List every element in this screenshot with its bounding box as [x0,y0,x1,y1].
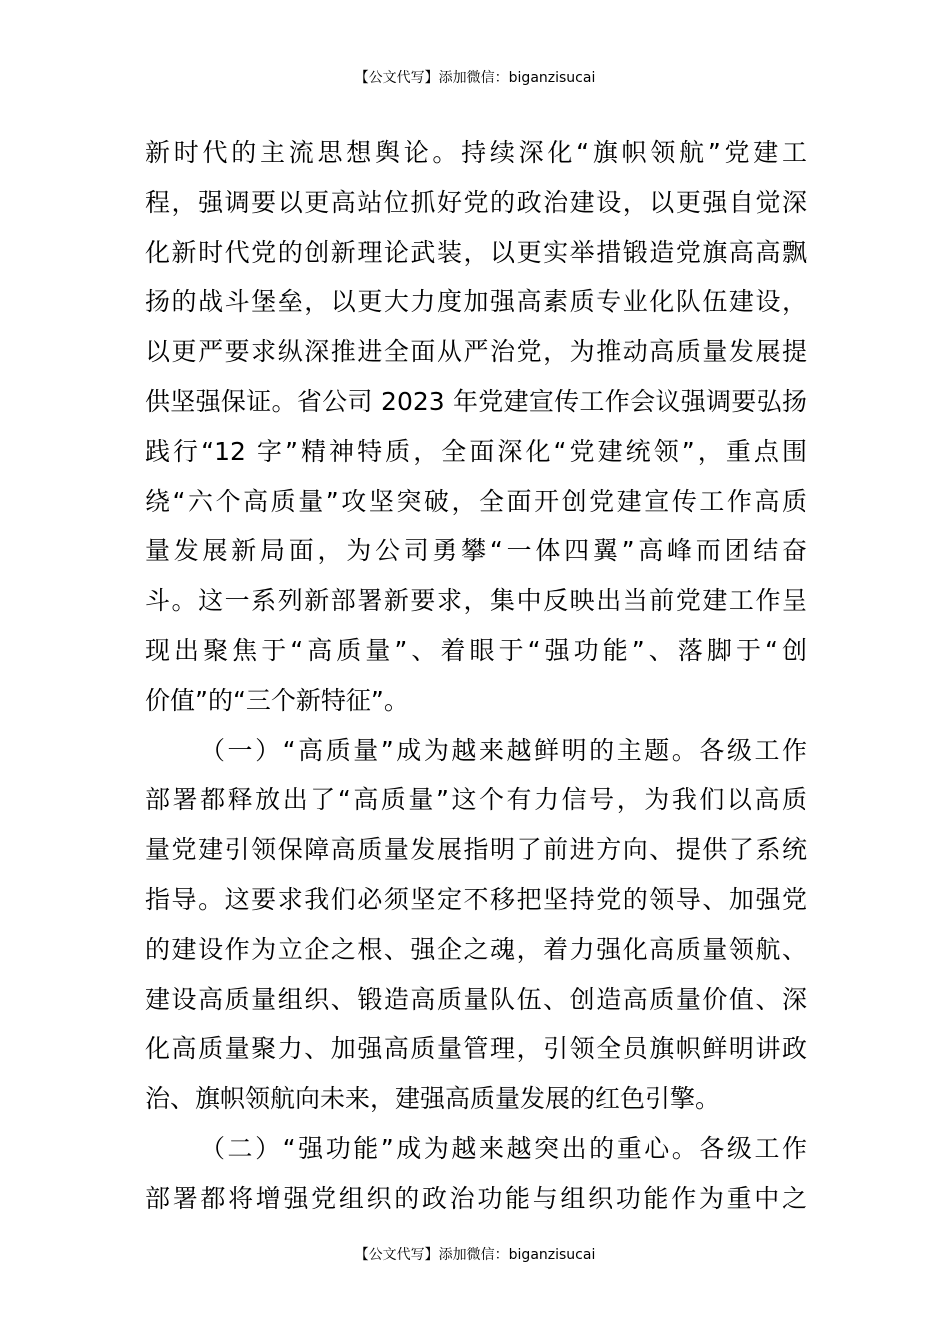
text-line: 现出聚焦于“高质量”、着眼于“强功能”、落脚于“创 [145,635,807,665]
text-line: 化高质量聚力、加强高质量管理，引领全员旗帜鲜明讲政 [145,1034,807,1064]
text-line: 扬的战斗堡垒，以更大力度加强高素质专业化队伍建设， [145,287,807,317]
text-line: 新时代的主流思想舆论。持续深化“旗帜领航”党建工 [145,138,807,167]
text-line: 的建设作为立企之根、强企之魂，着力强化高质量领航、 [145,934,807,964]
text-line: 绕“六个高质量”攻坚突破，全面开创党建宣传工作高质 [145,486,807,516]
text-line: 化新时代党的创新理论武装，以更实举措锻造党旗高高飘 [145,237,807,267]
text-line: 斗。这一系列新部署新要求，集中反映出当前党建工作呈 [145,586,807,616]
text-line: 践行“12 字”精神特质，全面深化“党建统领”，重点围 [145,436,807,466]
document-body [145,128,807,1224]
text-line: 部署都将增强党组织的政治功能与组织功能作为重中之 [145,1183,807,1213]
text-line: 治、旗帜领航向未来，建强高质量发展的红色引擎。 [145,1084,721,1114]
text-line: 建设高质量组织、锻造高质量队伍、创造高质量价值、深 [145,984,807,1014]
text-line: 指导。这要求我们必须坚定不移把坚持党的领导、加强党 [145,884,807,914]
text-line: 价值”的“三个新特征”。 [145,685,409,715]
text-line: 以更严要求纵深推进全面从严治党，为推动高质量发展提 [145,337,807,367]
text-line: 程，强调要以更高站位抓好党的政治建设，以更强自觉深 [145,187,807,217]
page-footer: 【公文代写】添加微信：biganzisucai [354,1247,596,1263]
section-heading-line: （二）“强功能”成为越来越突出的重心。各级工作 [200,1133,807,1163]
page-header: 【公文代写】添加微信：biganzisucai [354,70,596,86]
text-line: 量党建引领保障高质量发展指明了前进方向、提供了系统 [145,835,807,865]
text-line: 量发展新局面，为公司勇攀“一体四翼”高峰而团结奋 [145,536,807,566]
text-line: 部署都释放出了“高质量”这个有力信号，为我们以高质 [145,785,807,815]
section-heading-line: （一）“高质量”成为越来越鲜明的主题。各级工作 [200,735,807,765]
text-line: 供坚强保证。省公司 2023 年党建宣传工作会议强调要弘扬 [145,386,807,416]
